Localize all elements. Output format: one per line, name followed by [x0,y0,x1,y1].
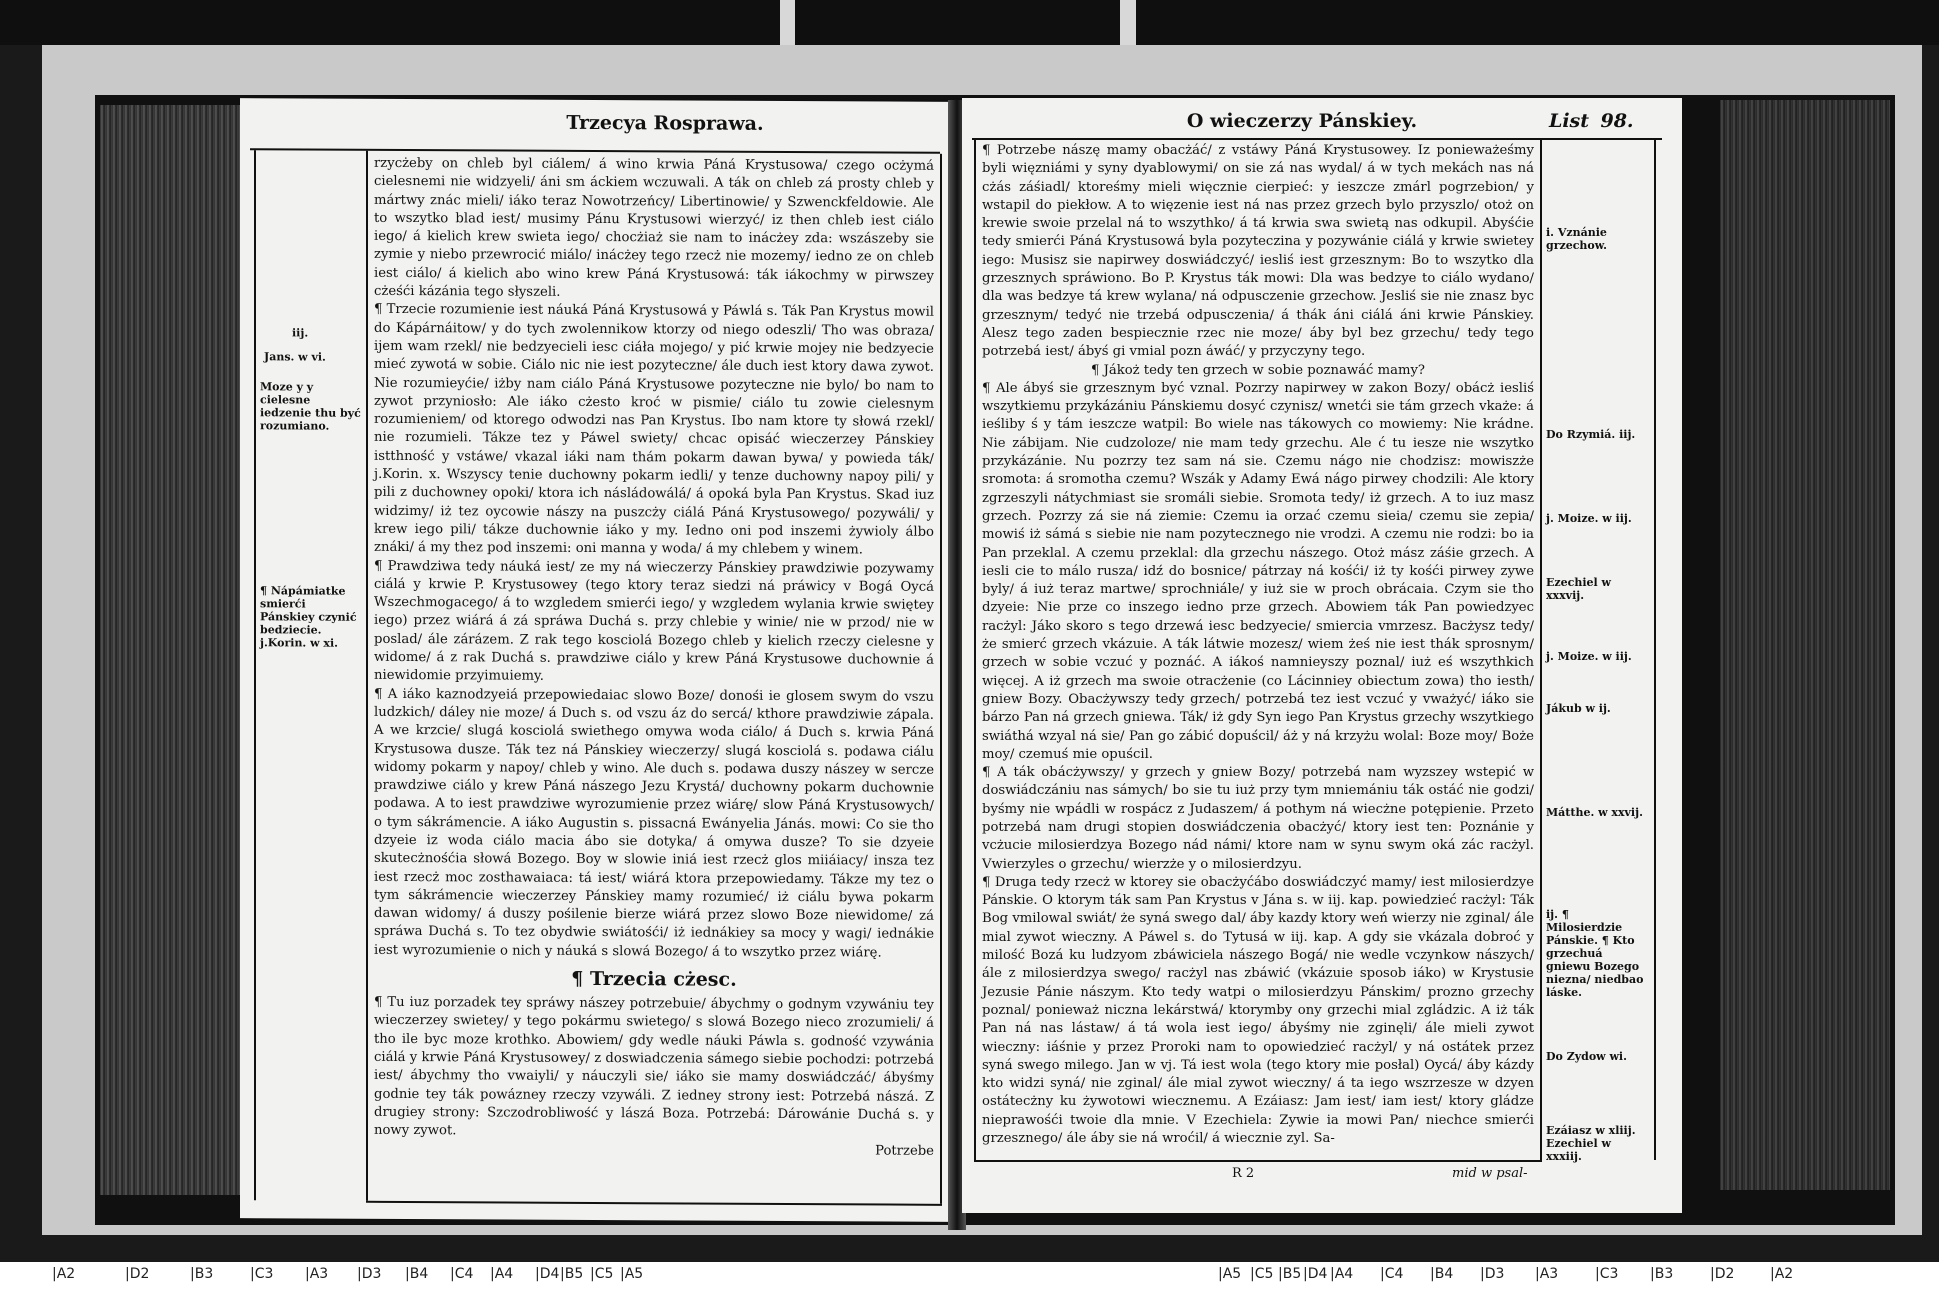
strip-label: |C3 [1595,1266,1619,1282]
paragraph: ¶ A iáko kaznodzyeiá przepowiedaiac slowo Boze/ donośi ie glosem swym do vszu ludzkich/ dáley nie moze/ á Duch s. od vszu áz do sercá/ kthore prawdziwie zápala. A we krzcie/ slugá kosciolá swiethego omywa woda ciálo/ á Duch s. krwia Páná Krystusowa dusze. Ták tez ná Pánskiey wieczerzy/ slugá kosciolá s. podawa ciálu widomy pokarm y napoy/ chleb y wino. Ale duch s. podawa duszy nászey w sercze prawdziwe ciálo y krew Páná nászego Jezu Krystá/ duchowny pokarm duchownie podawa. A to iest prawdziwe wyrozumienie przez wiárę/ slow Páná Krystusowych/ o tym sákrámencie. A iáko Augustin s. pissacná Ewányelia Jánás. mowi: Co sie tho dzyeie iz woda ciálo macia ábo sie dotyka/ á omywa dusze? To sie dzyeie skutecżnośćia słowá Bozego. Boy w slowie iniá iest rzecż glos miiáiacy/ insza tez iest rzecż moc zosthawaiaca: tá iest/ wiárá ktora przepowiedamy. Tákze my tez o tym sákrámencie wieczerzey Pánskiey mamy rozumieć/ iż ciálu bywa pokarm dawan widomy/ á duszy pośilenie bierze wiárá przez slowo Boze niewidome/ zá spráwa Duchá s. To tez obydwie swiátośći/ iż iednákiey sa mocy y wagi/ iednákie iest wyrozumienie o nich y náuká s slowá Bozego/ á to wszytko przez wiárę. [374,686,934,961]
margin-note: ¶ Nápámiatke smierći Pánskiey czynić bedziecie. j.Korin. w xi. [260,584,357,650]
scanner-strip [780,0,795,45]
right-body [982,142,1534,1148]
paragraph: ¶ Trzecie rozumienie iest náuká Páná Krystusowá y Páwlá s. Ták Pan Krystus mowil do Kápárnáitow/ y do tych zwolennikow ktorzy od niego odeszli/ Tho was obraza/ ijem wam rzekl/ nie bedzyecieli iesc ciáła mojego/ y pić krwie mojey nie bedzyecie mieć zywotá w sobie. Ciálo nic nie iest pozyteczne/ ále duch iest ktory dawa zywot. Nie rozumieyćie/ iżby nam ciálo Páná Krystusowe pozyteczne nie bylo/ bo nam to zywot przyniosło: Ale iáko cżesto kroć w pismie/ ciálo tu zowie cielesnym rozumieniem/ od ktorego odwodzi nas Pan Krystus. Ibo nam ktore ty słowá rzekl/ nie rozumieli. Tákze tez y Páwel swiety/ chcac opisáć wieczerzey Pánskiey istthność y vstáwe/ vkazal iáki nam thám pokarm dawan bywa/ y powieda ták/ j.Korin. x. Wszyscy tenie duchowny pokarm iedli/ y tenze duchowny napoy pili/ y pili z duchowney opoki/ ktora ich násládowálá/ á opoká byla Pan Krystus. Skad iuz widzimy/ iż tez oycowie nászy na puszcży ciálá Páná Krystusowego/ pozywáli/ y krew iego pili/ tákze duchownie iáko y my. Iedno oni pod inszemi żywioly álbo znáki/ á my thez pod inszemi: oni manna y woda/ á my chlebem y winem. [374,302,934,558]
strip-label: |C5 [590,1266,614,1282]
running-head: O wieczerzy Pánskiey. [1186,110,1418,132]
folio-number: 98. [1600,110,1634,132]
margin-note: Jákub w ij. [1546,702,1611,715]
bottom-rule [366,1201,942,1206]
strip-label: |A4 [1330,1266,1354,1282]
paragraph: ¶ Prawdziwa tedy náuká iest/ ze my ná wieczerzy Pánskiey prawdziwie pozywamy ciálá y krwie P. Krystusowey (tego ktory teraz siedzi ná práwicy v Bogá Oycá Wszechmogacego/ á to wzgledem smierći iego/ y wzgledem wylania krwie swiętey iego) przez wiárá á zá spráwa Duchá s. przy chlebie y winie/ nie w przod/ nie w poslad/ ále zárázem. Z rak tego kosciolá Bozego chleb y kielich rzeczy cielesne y widome/ á z rak Duchá s. prawdziwe ciálo y krew Páná Krystusowe duchownie á niewidomie przyimuiemy. [374,558,934,685]
paragraph: ¶ Tu iuz porzadek tey spráwy nászey potrzebuie/ ábychmy o godnym vzywániu tey wieczerzey swietey/ y tego pokármu swietego/ s slowá Bozego nieco zrozumieli/ á tho ile byc moze krothko. Abowiem/ gdy wedle náuki Páwla s. godność vzywánia ciálá y krwie Páná Krystusowey/ z doswiadczenia sámego siebie pochodzi: potrzebá iest/ ábychmy tho vwaiyli/ y náuczyli sie/ iáko sie mamy doswiádczáć/ ábyśmy godnie tey ták powázney rzeczy vzywáli. Z iedney strony iest: Potrzebá nászá. Z drugiey strony: Szczodrobliwość y lászá Boza. Potrzebá: Dárowánie Duchá s. y nowy zywot. [374,994,934,1139]
strip-label: |A3 [1535,1266,1559,1282]
strip-label: |D4 [1303,1266,1328,1282]
margin-note: Do Zydow wi. [1546,1050,1627,1063]
section-title: ¶ Trzecia cżesc. [571,967,737,991]
strip-label: |C3 [250,1266,274,1282]
strip-label: |A3 [305,1266,329,1282]
column-rule [1540,140,1542,1160]
margin-note: Mátthe. w xxvij. [1546,806,1643,819]
folio-label: List [1548,110,1590,132]
strip-label: |D3 [357,1266,382,1282]
catchword: mid w psal- [1452,1166,1528,1181]
margin-note: j. Moize. w iij. [1546,512,1632,525]
head-rule [972,138,1662,140]
strip-label: |B4 [1430,1266,1454,1282]
strip-label: |D2 [125,1266,150,1282]
strip-label: |D4 [535,1266,560,1282]
running-head: Trzecya Rosprawa. [566,111,764,135]
strip-label: |D2 [1710,1266,1735,1282]
margin-note: i. Vznánie grzechow. [1546,226,1607,252]
right-page [962,98,1682,1213]
strip-label: |A5 [620,1266,644,1282]
paragraph: ¶ Potrzebe nászę mamy obacżáć/ z vstáwy Páná Krystusowey. Iz ponieważeśmy byli więzniámi y syny dyablowymi/ on sie zá nas wydal/ á w tych mekách nas ná cżás záśiadl/ ktoreśmy mieli więcznie cierpieć: y ieszcze zmárl pogrzebion/ y wstapil do piekłow. A to więzenie iest ná nas przez grzech bylo przyszlo/ otoż on krewie swoie przelal ná to wszythko/ á tá krwia swa swietą nas odkupil. Abyśćie tedy smierći Páná Krystusowá byla pozyteczina y pozywánie ciálá y krwie swietey iego: Musisz sie napirwey doswiádczyć/ iesliś iest grzesznym: Bo to wszytko dla grzesznych spráwiono. Bo P. Krystus ták mowi: Dla was bedzye to ciálo wydano/ dla was bedzye tá krew wylana/ ná odpusczenie grzechow. Jesliś sie nie znasz byc grzesznym/ tedyć nie trzebá odpusczenia/ á thák áni ciálá áni krwie Pánskiey. Alesz tego zaden bespiecznie rzec nie moze/ áby byl bez grzechu/ tedy tego potrzebá iest/ ábyś gi vmial pozn áwáć/ y przyczyny tego. [982,143,1534,360]
margin-note: ij. ¶ Milosierdzie Pánskie. ¶ Kto grzechuá gniewu Bozego niezna/ niedbao láske. [1546,908,1644,999]
strip-label: |B3 [1650,1266,1674,1282]
strip-label: |A5 [1218,1266,1242,1282]
strip-label: |D3 [1480,1266,1505,1282]
strip-label: |B5 [560,1266,584,1282]
paragraph: rzycżeby on chleb byl ciálem/ á wino krwia Páná Krystusowa/ czego ocżymá cielesnemi nie widzyeli/ áni sm áckiem wczuwali. A ták on chleb zá prosty chleb y mártwy znác mieli/ iáko teraz Nowotrzeńcy/ Libertinowie/ y Szwenckfeldowie. Ale to wszytko blad iest/ musimy Pánu Krystusowi wierzyć/ iz then chleb iest ciálo iego/ á kielich krew swieta iego/ chocżiaż sie nam to inácżey zda: wszászeby sie zymie y niebo przewrocić miálo/ inácżey tego rzecż nie mozemy/ iedno ze on chleb iest ciálo/ á kielich abo wino krew Páná Krystusowá: ták iákochmy w pirwszey cżeśći kázánia tego słyszeli. [374,155,934,300]
margin-rule [254,150,256,1200]
left-page-edges [100,105,240,1195]
catchword: Potrzebe [875,1143,934,1160]
margin-note: Ezechiel w xxxvij. [1546,576,1611,602]
strip-label: |A2 [1770,1266,1794,1282]
margin-note: Jans. w vi. [264,350,326,364]
paragraph: ¶ A ták obácżywszy/ y grzech y gniew Bozy/ potrzebá nam wyzszey wstepić w doswiádczániu nas sámych/ bo sie tu iuż przy tym mniemániu ták ostáć nie godzi/ byśmy nie wpádli w rospácz z Judaszem/ á pothym ná wiecżne potępienie. Przeto potrzebá nam drugi stopien doswiádczenia obacżyć/ ktory iest ten: Poznánie y vcżucie milosierdzya Bozego nád námi/ ktore nam w synu swym oká zác racżyl. Vwierzyles o grzechu/ wierzże y o milosierdzyu. [982,765,1534,872]
scanner-dark-top [0,0,1939,45]
paragraph: ¶ Jákoż tedy ten grzech w sobie poznawáć mamy? [1091,362,1425,378]
scanner-reference-strip [0,1262,1939,1294]
margin-note: j. Moize. w iij. [1546,650,1632,663]
strip-label: |C4 [1380,1266,1404,1282]
strip-label: |B3 [190,1266,214,1282]
margin-note: Moze y y cielesne iedzenie thu być rozumiano. [260,380,361,433]
margin-note: iij. [292,326,309,340]
paragraph: ¶ Druga tedy rzecż w ktorey sie obacżyćábo doswiádczyć mamy/ iest milosierdzye Pánskie. O ktorym ták sam Pan Krystus v Jána s. w iij. kap. powiedzieć racżyl: Ták Bog vmilowal swiát/ że syná swego dal/ áby kazdy ktory weń wierzy nie zginal/ ále mial zywot wieczny. A Páwel s. do Tytusá w iij. kap. A gdy sie vkázala dobroć y milość Bozá ku ludzyom zbáwiciela nászego Bogá/ nie wedle vczynkow nászych/ ále z milosierdzya swego/ racżyl nas zbáwić (vkázuie sposob iáko) w Krystusie Jezusie Pánie nászym. Kto tedy watpi o milosierdzyu Pánskim/ prozno grzechy poznal/ ponieważ niczna lekárstwá/ ktorymby ony grzechi mial zgládzic. A iż ták Pan ná nas lástaw/ á tá wola iest iego/ ábyśmy nie zginęli/ ále mieli zywot wieczny: iáśnie y przez Proroki nam to opowiedzieć racżyl/ y ná ostátek przez syná swego milego. Jan w vj. Tá iest wola (tego ktory mie posłal) Oycá/ áby kázdy kto widzi syná/ nie zginal/ ále mial zywot wieczny/ á ta iego wszrzesze w dzyen ostátecżny ku żywotowi wiecznemu. A Ezáiasz: Jam iest/ iam iest/ ktory gládze nieprawośći twoie dla mnie. V Ezechiela: Zywie ia mowi Pan/ niechce smierći grzesznego/ ále áby sie ná wroćil/ á wiecznie zyl. Sa- [982,874,1534,1147]
column-rule [366,151,368,1201]
strip-label: |B5 [1278,1266,1302,1282]
bottom-rule [974,1160,1542,1162]
column-rule-left [974,140,976,1160]
strip-label: |A2 [52,1266,76,1282]
margin-rule [1654,140,1656,1160]
paragraph: ¶ Ale ábyś sie grzesznym być vznal. Pozrzy napirwey w zakon Bozy/ obácż iesliś wszytkiemu przykázániu Pánskiemu dosyć czynisz/ wnetći sie tám grzech vkaże: á ieśliby ś y tám ieszcze watpil: Bo wiele nas tákowych co mowiemy: Nie krádne. Nie zábijam. Nie cudzoloze/ nie mam tedy grzechu. Ale ć tu iesze nie wszytko przykázánie. Nu pozrzy tez sam ná sie. Czemu nágo nie chodzisz: mowiszże sromota: á sromotha czemu? Wszák y Adamy Ewá nágo pirwey chodzili: Ale ktory zgrzeszyli nátychmiast sie sromáli siebie. Sromota tedy/ iż grzech. A to iuz masz grzech. Pozrzy zá sie ná ziemie: Czemu ia orzać czemu sieia/ czemu sie zepia/ mowiś iż sámá s siebie nie nam pozytecznego nie vrodzi. A czemu nie rodzi: bo ia Pan przeklal. A czemu przeklal: dla grzechu nászego. Otoż mász záśie grzech. A iesli cie to málo rusza/ idź do bosnice/ pátrzay ná kośći/ iż ty kośći pirwey zywe byly/ á iuż teraz martwe/ sprochniále/ y iuż sie w proch obrácaia. Czym sie tho dzyeie: Nie prze co inszego iedno prze grzech. Abowiem ták Pan powiedzyec racżyl: Jáko skoro s tego drzewá iesc bedzyecie/ smiercia vmrzesz. Bacżysz tedy/ że smierć grzech vkázuie. A ták látwie mozesz/ wiem żeś nie iest thák sprosnym/ grzech w sobie vczuć y poznáć. A iákoś namnieyszy poznal/ iuż eś wszythkich więcej. A iż grzech ma swoie otracżenie (co Lácinniey obiectum zowa) tho iesth/ gniew Bozy. Obacżywszy tedy grzech/ potrzebá tez iest vczuć y vważyć/ iáko sie bárzo Pan ná grzech gniewa. Ták/ iż gdy Syn iego Pan Krystus grzechy wszytkiego swiáthá wzyal ná sie/ Pan go zábić dopuścil/ áż y ná krzyżu wolal: Boze moy/ Boże moy/ czemuś mie opuścil. [982,380,1534,762]
left-page [240,98,950,1222]
scanner-strip [1120,0,1136,45]
strip-label: |C4 [450,1266,474,1282]
strip-label: |B4 [405,1266,429,1282]
strip-label: |C5 [1250,1266,1274,1282]
margin-note: Do Rzymiá. iij. [1546,428,1636,441]
margin-note: Ezáiasz w xliij. Ezechiel w xxxiij. [1546,1124,1636,1163]
right-page-edges [1720,100,1890,1190]
head-rule [250,148,940,154]
column-rule-right [940,154,942,1204]
signature: R 2 [1232,1166,1255,1181]
left-body [374,155,934,1162]
strip-label: |A4 [490,1266,514,1282]
